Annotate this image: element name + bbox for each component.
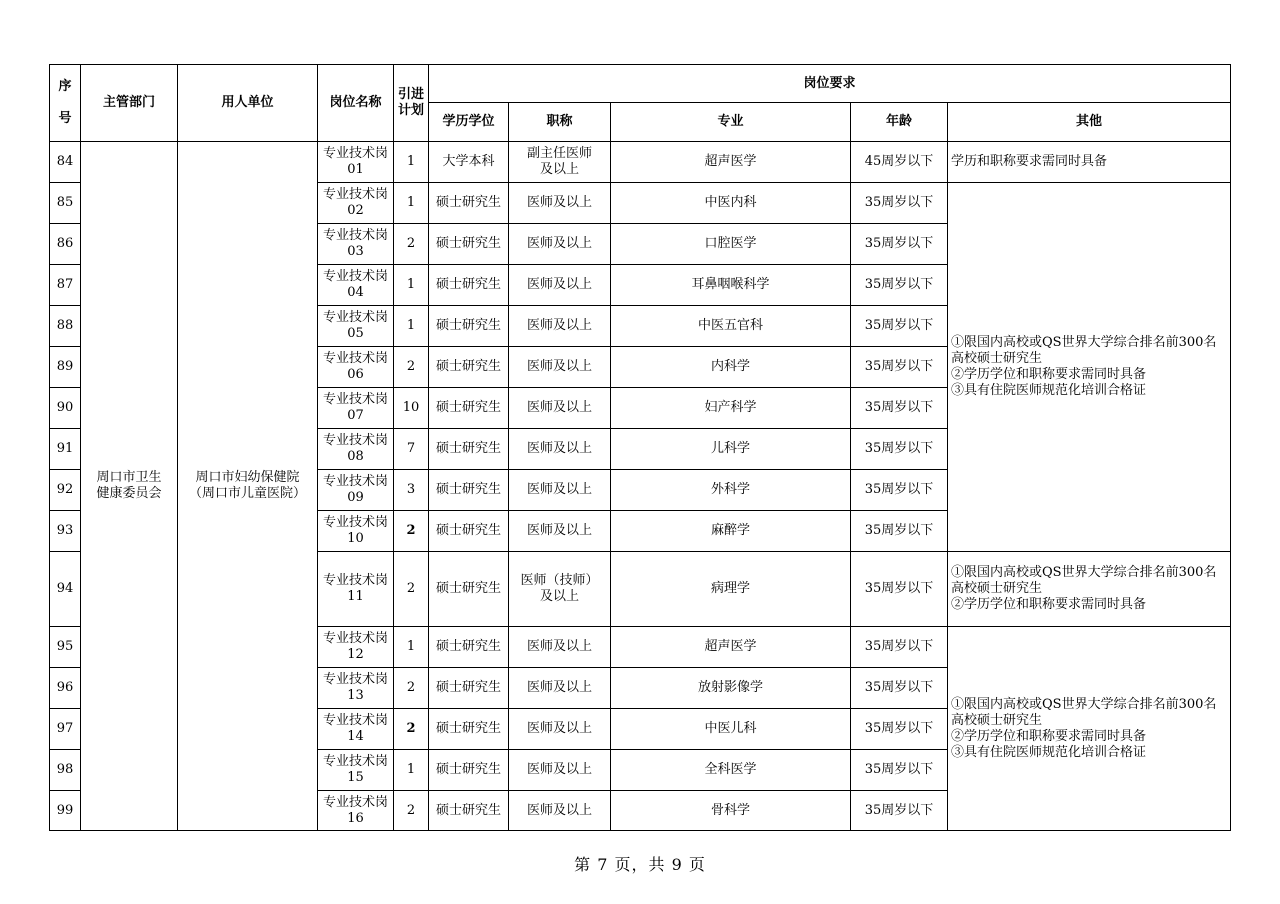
title-cell: 医师及以上 [509, 709, 611, 750]
row-number: 84 [50, 142, 81, 183]
position-cell: 专业技术岗 05 [318, 306, 394, 347]
row-number: 99 [50, 791, 81, 831]
title-cell: 医师及以上 [509, 668, 611, 709]
position-cell: 专业技术岗 04 [318, 265, 394, 306]
title-cell: 医师及以上 [509, 470, 611, 511]
plan-count-cell: 3 [394, 470, 429, 511]
title-cell: 医师及以上 [509, 306, 611, 347]
row-number: 98 [50, 750, 81, 791]
major-cell: 口腔医学 [611, 224, 851, 265]
title-cell: 医师及以上 [509, 224, 611, 265]
unit-cell: 周口市妇幼保健院 （周口市儿童医院） [178, 142, 318, 831]
age-cell: 35周岁以下 [851, 347, 948, 388]
row-number: 92 [50, 470, 81, 511]
position-cell: 专业技术岗 08 [318, 429, 394, 470]
education-cell: 硕士研究生 [429, 429, 509, 470]
header-row-1 [50, 65, 1231, 103]
header-plan: 引进 计划 [394, 65, 429, 142]
age-cell: 35周岁以下 [851, 709, 948, 750]
header-requirements: 岗位要求 [429, 65, 1231, 103]
title-cell: 医师及以上 [509, 429, 611, 470]
age-cell: 35周岁以下 [851, 470, 948, 511]
row-number: 91 [50, 429, 81, 470]
education-cell: 硕士研究生 [429, 668, 509, 709]
header-position: 岗位名称 [318, 65, 394, 142]
title-cell: 医师及以上 [509, 347, 611, 388]
major-cell: 骨科学 [611, 791, 851, 831]
age-cell: 35周岁以下 [851, 265, 948, 306]
header-title: 职称 [509, 103, 611, 142]
row-number: 94 [50, 552, 81, 627]
position-cell: 专业技术岗 07 [318, 388, 394, 429]
education-cell: 硕士研究生 [429, 265, 509, 306]
education-cell: 硕士研究生 [429, 306, 509, 347]
page-footer: 第 7 页，共 9 页 [574, 855, 706, 874]
position-cell: 专业技术岗 03 [318, 224, 394, 265]
age-cell: 35周岁以下 [851, 183, 948, 224]
plan-count-cell: 2 [394, 668, 429, 709]
row-number: 87 [50, 265, 81, 306]
plan-count-cell: 7 [394, 429, 429, 470]
table-row [50, 142, 1231, 183]
plan-count-cell: 1 [394, 265, 429, 306]
plan-count-cell: 1 [394, 750, 429, 791]
education-cell: 大学本科 [429, 142, 509, 183]
age-cell: 35周岁以下 [851, 668, 948, 709]
position-cell: 专业技术岗 16 [318, 791, 394, 831]
education-cell: 硕士研究生 [429, 750, 509, 791]
major-cell: 中医内科 [611, 183, 851, 224]
major-cell: 儿科学 [611, 429, 851, 470]
plan-count-cell: 1 [394, 183, 429, 224]
major-cell: 外科学 [611, 470, 851, 511]
plan-count-cell: 10 [394, 388, 429, 429]
header-education: 学历学位 [429, 103, 509, 142]
title-cell: 医师（技师） 及以上 [509, 552, 611, 627]
position-cell: 专业技术岗 10 [318, 511, 394, 552]
major-cell: 全科医学 [611, 750, 851, 791]
age-cell: 35周岁以下 [851, 552, 948, 627]
position-cell: 专业技术岗 06 [318, 347, 394, 388]
major-cell: 病理学 [611, 552, 851, 627]
header-unit: 用人单位 [178, 65, 318, 142]
major-cell: 中医五官科 [611, 306, 851, 347]
header-seq: 序 号 [50, 65, 81, 142]
major-cell: 内科学 [611, 347, 851, 388]
major-cell: 妇产科学 [611, 388, 851, 429]
other-requirements-cell: ①限国内高校或QS世界大学综合排名前300名高校硕士研究生 ②学历学位和职称要求需同时具备 ③具有住院医师规范化培训合格证 [948, 627, 1231, 831]
age-cell: 35周岁以下 [851, 627, 948, 668]
age-cell: 35周岁以下 [851, 388, 948, 429]
position-cell: 专业技术岗 01 [318, 142, 394, 183]
row-number: 88 [50, 306, 81, 347]
recruitment-table [49, 64, 1231, 831]
age-cell: 45周岁以下 [851, 142, 948, 183]
other-requirements-cell: 学历和职称要求需同时具备 [948, 142, 1231, 183]
age-cell: 35周岁以下 [851, 511, 948, 552]
education-cell: 硕士研究生 [429, 347, 509, 388]
row-number: 97 [50, 709, 81, 750]
row-number: 86 [50, 224, 81, 265]
header-dept: 主管部门 [81, 65, 178, 142]
title-cell: 医师及以上 [509, 183, 611, 224]
other-requirements-cell: ①限国内高校或QS世界大学综合排名前300名高校硕士研究生 ②学历学位和职称要求需同时具备 ③具有住院医师规范化培训合格证 [948, 183, 1231, 552]
major-cell: 耳鼻咽喉科学 [611, 265, 851, 306]
major-cell: 超声医学 [611, 142, 851, 183]
title-cell: 医师及以上 [509, 750, 611, 791]
position-cell: 专业技术岗 09 [318, 470, 394, 511]
education-cell: 硕士研究生 [429, 791, 509, 831]
row-number: 93 [50, 511, 81, 552]
row-number: 90 [50, 388, 81, 429]
plan-count-cell: 1 [394, 142, 429, 183]
education-cell: 硕士研究生 [429, 470, 509, 511]
dept-cell: 周口市卫生 健康委员会 [81, 142, 178, 831]
age-cell: 35周岁以下 [851, 429, 948, 470]
plan-count-cell: 2 [394, 791, 429, 831]
row-number: 95 [50, 627, 81, 668]
education-cell: 硕士研究生 [429, 224, 509, 265]
title-cell: 医师及以上 [509, 511, 611, 552]
row-number: 96 [50, 668, 81, 709]
plan-count-cell: 1 [394, 306, 429, 347]
plan-count-cell: 2 [394, 347, 429, 388]
major-cell: 放射影像学 [611, 668, 851, 709]
row-number: 89 [50, 347, 81, 388]
position-cell: 专业技术岗 02 [318, 183, 394, 224]
position-cell: 专业技术岗 15 [318, 750, 394, 791]
title-cell: 副主任医师 及以上 [509, 142, 611, 183]
row-number: 85 [50, 183, 81, 224]
major-cell: 中医儿科 [611, 709, 851, 750]
education-cell: 硕士研究生 [429, 183, 509, 224]
other-requirements-cell: ①限国内高校或QS世界大学综合排名前300名高校硕士研究生 ②学历学位和职称要求需同时具备 [948, 552, 1231, 627]
position-cell: 专业技术岗 12 [318, 627, 394, 668]
plan-count-cell: 1 [394, 627, 429, 668]
education-cell: 硕士研究生 [429, 388, 509, 429]
plan-count-cell: 2 [394, 709, 429, 750]
title-cell: 医师及以上 [509, 265, 611, 306]
age-cell: 35周岁以下 [851, 750, 948, 791]
education-cell: 硕士研究生 [429, 511, 509, 552]
major-cell: 麻醉学 [611, 511, 851, 552]
plan-count-cell: 2 [394, 552, 429, 627]
title-cell: 医师及以上 [509, 791, 611, 831]
header-major: 专业 [611, 103, 851, 142]
education-cell: 硕士研究生 [429, 627, 509, 668]
age-cell: 35周岁以下 [851, 224, 948, 265]
position-cell: 专业技术岗 14 [318, 709, 394, 750]
age-cell: 35周岁以下 [851, 306, 948, 347]
header-age: 年龄 [851, 103, 948, 142]
education-cell: 硕士研究生 [429, 552, 509, 627]
position-cell: 专业技术岗 11 [318, 552, 394, 627]
table-body [50, 142, 1231, 831]
title-cell: 医师及以上 [509, 627, 611, 668]
plan-count-cell: 2 [394, 224, 429, 265]
plan-count-cell: 2 [394, 511, 429, 552]
major-cell: 超声医学 [611, 627, 851, 668]
title-cell: 医师及以上 [509, 388, 611, 429]
position-cell: 专业技术岗 13 [318, 668, 394, 709]
education-cell: 硕士研究生 [429, 709, 509, 750]
age-cell: 35周岁以下 [851, 791, 948, 831]
header-other: 其他 [948, 103, 1231, 142]
